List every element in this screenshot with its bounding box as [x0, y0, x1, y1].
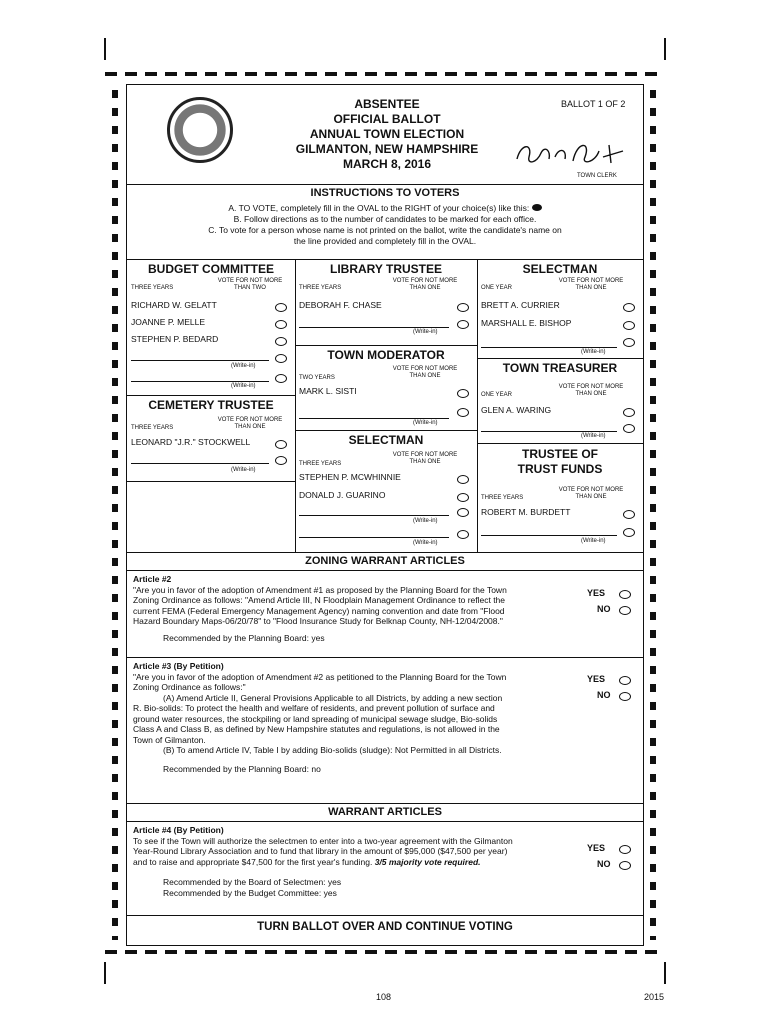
candidate: STEPHEN P. MCWHINNIE [299, 472, 401, 482]
write-in-oval[interactable] [457, 408, 469, 417]
candidate: GLEN A. WARING [481, 405, 552, 415]
selectman-1yr-title: SELECTMAN [522, 262, 598, 276]
selectman-3yr-title: SELECTMAN [348, 433, 424, 447]
candidate: DEBORAH F. CHASE [299, 300, 382, 310]
instructions: A. TO VOTE, completely fill in the OVAL to the RIGHT of your choice(s) like this: B. Follow directions as to the number of candidates to be marked for each office. C. To vote for a person whose name is not printed on the ballot, write the candidate's name on the line provided and completely fill in the OVAL. [208, 203, 562, 246]
vote-oval[interactable] [623, 510, 635, 519]
vote-oval[interactable] [457, 493, 469, 502]
vote-oval[interactable] [275, 303, 287, 312]
timing-marks-left [112, 90, 118, 940]
article-2: Article #2 "Are you in favor of the adoption of Amendment #1 as proposed by the Planning Board for the Town Zoning Ordinance as follows: "Amend Article III, N Floodplain Management Ordinance to reflect the current FEMA (Federal Emergency Management Agency) naming convention and date from "Flood Hazard Boundary Maps-06/20/78" to "Flood Insurance Study for Belknap County, NH-12/04/2008." Recommended by the Planning Board: yes [133, 574, 507, 643]
crop-mark [664, 38, 666, 60]
vote-oval[interactable] [457, 389, 469, 398]
write-in-oval[interactable] [623, 338, 635, 347]
write-in-oval[interactable] [457, 530, 469, 539]
write-in-oval[interactable] [623, 528, 635, 537]
town-treasurer-title: TOWN TREASURER [502, 361, 618, 375]
footer-instruction: TURN BALLOT OVER AND CONTINUE VOTING [257, 921, 513, 933]
zoning-title: ZONING WARRANT ARTICLES [305, 555, 465, 567]
cemetery-trustee-title: CEMETERY TRUSTEE [148, 398, 274, 412]
vote-oval[interactable] [275, 320, 287, 329]
article-4: Article #4 (By Petition) To see if the Town will authorize the selectmen to enter into a two-year agreement with the Gilmanton Year-Round Library Association and to fund that library in the amount of $95,000 ($47,500 per year) and to raise and appropriate $47,500 for the first year's funding. 3/5 majority vote required. Recommended by the Board of Selectmen: yes Recommended by the Budget Committee: yes [133, 825, 513, 898]
candidate: RICHARD W. GELATT [131, 300, 217, 310]
write-in-oval[interactable] [457, 320, 469, 329]
crop-mark [104, 38, 106, 60]
town-seal [167, 97, 233, 163]
ballot-title: ABSENTEE OFFICIAL BALLOT ANNUAL TOWN ELECTION GILMANTON, NEW HAMPSHIRE MARCH 8, 2016 [295, 97, 479, 171]
candidate: STEPHEN P. BEDARD [131, 334, 219, 344]
crop-mark [104, 962, 106, 984]
candidate: MARK L. SISTI [299, 386, 357, 396]
vote-oval[interactable] [457, 475, 469, 484]
write-in-oval[interactable] [623, 424, 635, 433]
vote-oval[interactable] [623, 321, 635, 330]
clerk-signature [511, 137, 631, 171]
page-number: 108 [376, 992, 392, 1002]
no-oval[interactable] [619, 861, 631, 870]
vote-oval[interactable] [623, 408, 635, 417]
candidate: JOANNE P. MELLE [131, 317, 206, 327]
town-moderator-title: TOWN MODERATOR [327, 348, 445, 362]
trust-funds-title: TRUSTEE OF TRUST FUNDS [517, 447, 603, 476]
warrant-title: WARRANT ARTICLES [328, 806, 442, 818]
candidate: LEONARD "J.R." STOCKWELL [131, 437, 251, 447]
yes-oval[interactable] [619, 590, 631, 599]
timing-marks-top [105, 72, 665, 76]
ballot: ABSENTEE OFFICIAL BALLOT ANNUAL TOWN ELECTION GILMANTON, NEW HAMPSHIRE MARCH 8, 2016 BALLOT 1 OF 2 TOWN CLERK INSTRUCTIONS TO VOTERS A. TO VOTE, completely fill in the OVAL to the RIGHT of your choice(s) like this: B. Follow directions as to the number of candidates to be marked for each office. C. To vote for a person whose name is not printed on the ballot, write the candidate's name on the line provided and completely fill in the OVAL. BUDGET COMMITTEE THREE YEARS VOTE FOR NOT MORE THAN TWO RICHARD W. GELATT JOANNE P. MELLE STEPHEN P. BEDARD (Write-in) (Write-in) CEMETERY TRUSTEE THREE YEARS VOTE FOR NOT MORE THAN ONE LEONARD "J.R." STOCKWELL (Write-in) LIBRARY TRUSTEE THREE YEARS VOTE FOR NOT MORE THAN ONE DEBORAH F. CHASE (Write-in) TOWN MODERATOR TWO YEARS VOTE FOR NOT MORE THAN ONE MARK L. SISTI (Write-in) SELECTMAN THREE YEARS VOTE FOR NOT MORE THAN ONE STEPHEN P. MCWHINNIE DONALD J. GUARINO (Write-in) (Write-in) SELECTMAN ONE YEAR VOTE FOR NOT MORE THAN ONE BRETT A. CURRIER MARSHALL E. BISHOP (Write-in) TOWN TREASURER ONE YEAR VOTE FOR NOT MORE THAN ONE GLEN A. WARING (Write-in) TRUSTEE OF TRUST FUNDS THREE YEARS VOTE FOR NOT MORE THAN ONE ROBERT M. BURDETT (Write-in) ZONING WARRANT ARTICLES Article #2 "Are you in favor of the adoption of Amendment #1 as proposed by the Planning Board for the Town Zoning Ordinance as follows: "Amend Article III, N Floodplain Management Ordinance to reflect the current FEMA (Federal Emergency Management Agency) naming convention and date from "Flood Hazard Boundary Maps-06/20/78" to "Flood Insurance Study for Belknap County, NH-12/04/2008." Recommended by the Planning Board: yes YES NO Article #3 (By Petition) "Are you in favor of the adoption of Amendment #2 as petitioned to the Planning Board for the Town Zoning Ordinance as follows:" (A) Amend Article II, General Provisions Applicable to all Districts, by adding a new section R. Bio-solids: To protect the health and welfare of residents, and prevent pollution of surface and ground water resources, the stockpiling or land spreading of municipal sewage sludge, Bio-solids Class A and Class B, as defined by New Hampshire statutes and regulations, is not allowed in the Town of Gilmanton. (B) To amend Article IV, Table I by adding Bio-solids (sludge): Not Permitted in all Districts. Recommended by the Planning Board: no YES NO WARRANT ARTICLES Article #4 (By Petition) To see if the Town will authorize the selectmen to enter into a two-year agreement with the Gilmanton Year-Round Library Association and to fund that library in the amount of $95,000 ($47,500 per year) and to raise and appropriate $47,500 for the first year's funding. 3/5 majority vote required. Recommended by the Board of Selectmen: yes Recommended by the Budget Committee: yes YES NO TURN BALLOT OVER AND CONTINUE VOTING [126, 84, 644, 946]
vote-oval[interactable] [275, 337, 287, 346]
clerk-label: TOWN CLERK [577, 173, 617, 179]
write-in-oval[interactable] [275, 456, 287, 465]
library-trustee-title: LIBRARY TRUSTEE [329, 262, 442, 276]
timing-marks-right [650, 90, 656, 940]
candidate: BRETT A. CURRIER [481, 300, 560, 310]
budget-committee-title: BUDGET COMMITTEE [148, 262, 274, 276]
crop-mark [664, 962, 666, 984]
instructions-title: INSTRUCTIONS TO VOTERS [310, 187, 460, 199]
article-3: Article #3 (By Petition) "Are you in favor of the adoption of Amendment #2 as petitioned to the Planning Board for the Town Zoning Ordinance as follows:" (A) Amend Article II, General Provisions Applicable to all Districts, by adding a new section R. Bio-solids: To protect the health and welfare of residents, and prevent pollution of surface and ground water resources, the stockpiling or land spreading of municipal sewage sludge, Bio-solids Class A and Class B, as defined by New Hampshire statutes and regulations, is not allowed in the Town of Gilmanton. (B) To amend Article IV, Table I by adding Bio-solids (sludge): Not Permitted in all Districts. Recommended by the Planning Board: no [133, 661, 507, 774]
yes-oval[interactable] [619, 676, 631, 685]
yes-oval[interactable] [619, 845, 631, 854]
no-oval[interactable] [619, 606, 631, 615]
year: 2015 [644, 992, 665, 1002]
write-in-oval[interactable] [457, 508, 469, 517]
ballot-number: BALLOT 1 OF 2 [561, 99, 626, 109]
no-oval[interactable] [619, 692, 631, 701]
write-in-oval[interactable] [275, 354, 287, 363]
vote-oval[interactable] [457, 303, 469, 312]
candidate: DONALD J. GUARINO [299, 490, 386, 500]
candidate: ROBERT M. BURDETT [481, 507, 571, 517]
vote-oval[interactable] [275, 440, 287, 449]
candidate: MARSHALL E. BISHOP [481, 318, 572, 328]
timing-marks-bottom [105, 950, 665, 954]
vote-oval[interactable] [623, 303, 635, 312]
write-in-oval[interactable] [275, 374, 287, 383]
